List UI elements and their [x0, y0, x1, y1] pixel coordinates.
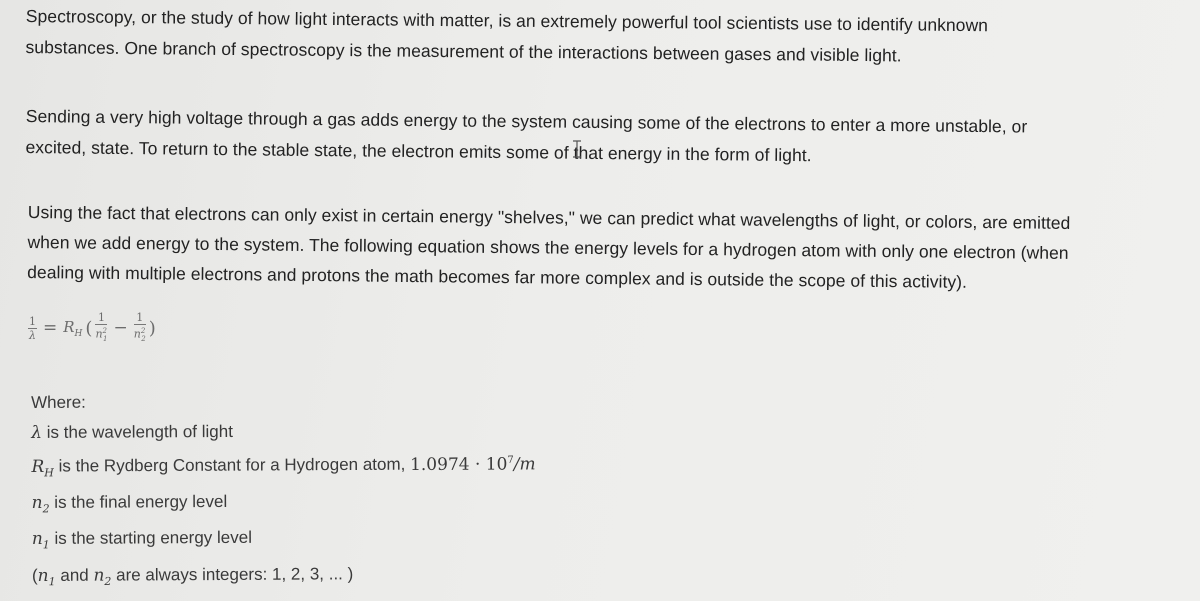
n2-definition: $n_2$ is the final energy level: [31, 492, 228, 516]
paragraph-line: Spectroscopy, or the study of how light interacts with matter, is an extremely powerful tool scientists use to identify unknown: [25, 5, 989, 36]
rydberg-value: $1.0974 \cdot 10^7/m$: [410, 454, 536, 475]
lambda-symbol: λ: [31, 422, 43, 443]
lhs-numerator: 1: [29, 314, 36, 328]
minus-sign: −: [113, 318, 128, 339]
text-cursor-icon: [572, 140, 582, 158]
paragraph-line: Using the fact that electrons can only exist in certain energy "shelves," we can predict what wavelengths of light, or colors, are emitted: [27, 201, 1071, 233]
rydberg-equation: [28, 312, 156, 345]
integer-note: ($n_1$ and $n_2$ are always integers: 1, 2, 3, ... ): [31, 564, 354, 589]
term2-numerator: 1: [136, 311, 144, 324]
lambda-definition: λ is the wavelength of light: [31, 421, 233, 443]
lhs-fraction: [28, 316, 37, 341]
rydberg-symbol: $R_H$: [31, 456, 54, 479]
intro-paragraph: [25, 1, 988, 72]
term2-denominator: $n^2_2$: [133, 327, 146, 343]
term1-fraction: [95, 312, 107, 345]
excitation-paragraph: [25, 101, 1027, 173]
energy-levels-paragraph: [27, 197, 1071, 298]
n1-definition: $n_1$ is the starting energy level: [31, 528, 253, 552]
paragraph-line: when we add energy to the system. The following equation shows the energy levels for a hydrogen atom with only one electron (when: [27, 231, 1069, 263]
variable-definitions: [31, 385, 536, 597]
equals-sign: =: [43, 318, 58, 339]
close-paren: ): [148, 317, 156, 339]
n2-symbol: $n_2$: [31, 492, 50, 516]
n2-symbol: $n_2$: [93, 565, 112, 588]
rydberg-constant-symbol: $R_H$: [63, 317, 83, 339]
open-paren: (: [85, 317, 93, 339]
fraction-bar: [134, 324, 146, 325]
fraction-bar: [95, 324, 107, 325]
n1-symbol: $n_1$: [37, 565, 56, 589]
paragraph-line: substances. One branch of spectroscopy is the measurement of the interactions between gases and visible light.: [25, 36, 902, 66]
term2-fraction: [134, 312, 146, 345]
paragraph-line: dealing with multiple electrons and protons the math becomes far more complex and is outside the scope of this activity).: [27, 261, 968, 292]
term1-denominator: $n^2_1$: [95, 327, 108, 343]
n1-symbol: $n_1$: [31, 529, 50, 552]
term1-numerator: 1: [97, 311, 105, 324]
where-heading: Where:: [31, 392, 86, 412]
rydberg-definition: $R_H$ is the Rydberg Constant for a Hydrogen atom, $1.0974 \cdot 10^7/m$: [31, 454, 536, 479]
paragraph-line: excited, state. To return to the stable state, the electron emits some of that energy in the form of light.: [25, 136, 812, 166]
paragraph-line: Sending a very high voltage through a gas adds energy to the system causing some of the electrons to enter a more unstable, or: [25, 105, 1028, 137]
lhs-denominator: λ: [29, 328, 36, 342]
